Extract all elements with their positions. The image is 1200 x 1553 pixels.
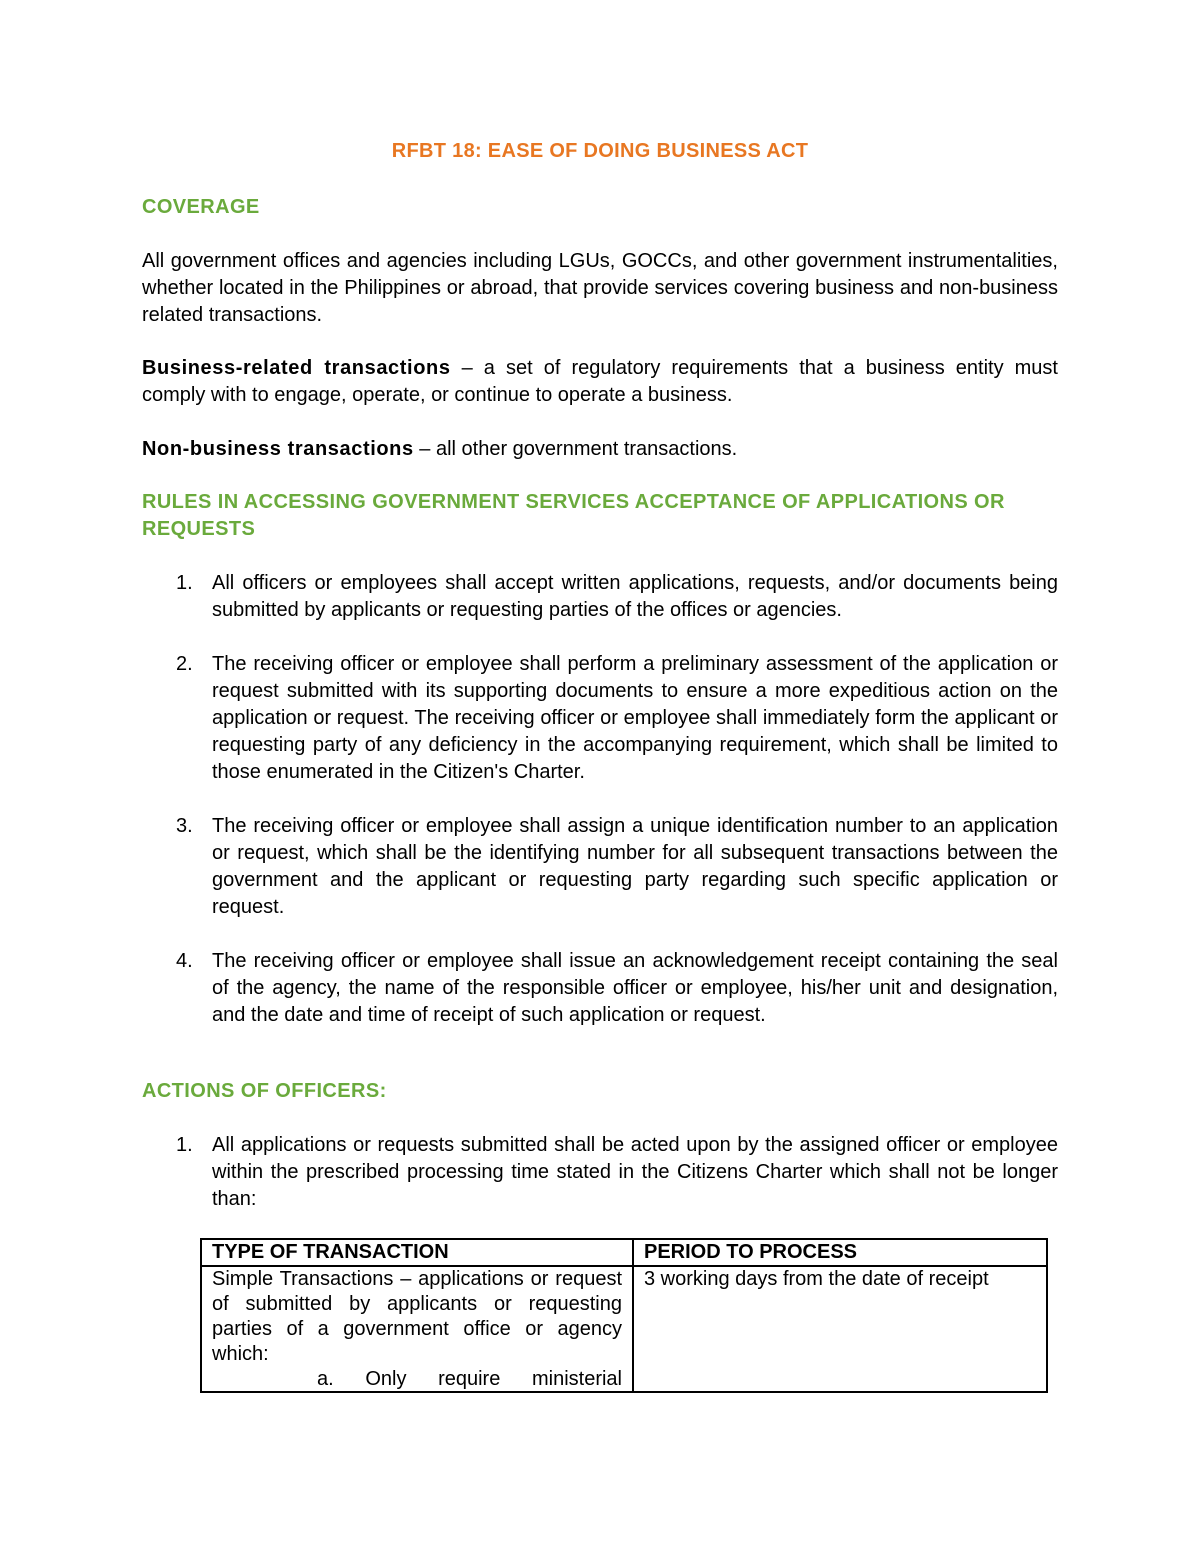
definition-non-business xyxy=(142,436,1058,463)
transaction-subitem: a. Only require ministerial xyxy=(317,1368,622,1390)
table-header-type: TYPE OF TRANSACTION xyxy=(201,1239,633,1266)
list-text: The receiving officer or employee shall assign a unique identification number to an application or request, which shall be the identifying number for all subsequent transactions between the government and the applicant or requesting party regarding such specific application or request. xyxy=(212,815,1058,918)
list-item xyxy=(142,948,1058,1029)
list-item xyxy=(142,1132,1058,1213)
transaction-description: Simple Transactions – applications or request of submitted by applicants or requesting parties of a government office or agency which: xyxy=(212,1268,622,1365)
table-header-period: PERIOD TO PROCESS xyxy=(633,1239,1047,1266)
rules-heading: RULES IN ACCESSING GOVERNMENT SERVICES ACCEPTANCE OF APPLICATIONS OR REQUESTS xyxy=(142,491,1005,540)
document-title: RFBT 18: EASE OF DOING BUSINESS ACT xyxy=(391,140,809,162)
actions-list xyxy=(142,1132,1058,1240)
definition-text: – a set of regulatory requirements that a business entity must comply with to engage, operate, or continue to operate a business. xyxy=(142,357,1058,406)
list-number: 1. xyxy=(176,1134,193,1156)
coverage-heading: COVERAGE xyxy=(142,196,260,218)
list-number: 1. xyxy=(176,572,193,594)
list-text: All applications or requests submitted shall be acted upon by the assigned officer or employee within the prescribed processing time stated in the Citizens Charter which shall not be longer than: xyxy=(212,1134,1058,1210)
table-row xyxy=(201,1266,1047,1392)
actions-heading: ACTIONS OF OFFICERS: xyxy=(142,1080,387,1102)
table-cell-type xyxy=(201,1266,633,1392)
list-number: 2. xyxy=(176,653,193,675)
list-item xyxy=(142,813,1058,921)
list-text: The receiving officer or employee shall issue an acknowledgement receipt containing the seal of the agency, the name of the responsible officer or employee, his/her unit and designation, and the date and time of receipt of such application or request. xyxy=(212,950,1058,1026)
processing-time-table xyxy=(200,1238,1048,1393)
rules-list xyxy=(142,570,1058,1056)
definition-business xyxy=(142,355,1058,409)
table-cell-period: 3 working days from the date of receipt xyxy=(633,1266,1047,1392)
list-item xyxy=(142,651,1058,786)
definition-term: Non-business transactions xyxy=(142,438,414,460)
cell-content xyxy=(212,1267,622,1391)
definition-text: – all other government transactions. xyxy=(413,438,738,460)
list-text: The receiving officer or employee shall perform a preliminary assessment of the application or request submitted with its supporting documents to ensure a more expeditious action on the application or request. The receiving officer or employee shall immediately form the applicant or requesting party of any deficiency in the accompanying requirement, which shall be limited to those enumerated in the Citizen's Charter. xyxy=(212,653,1058,783)
coverage-text: All government offices and agencies including LGUs, GOCCs, and other government instrumentalities, whether located in the Philippines or abroad, that provide services covering business and non-business related transactions. xyxy=(142,250,1058,326)
definition-term: Business-related transactions xyxy=(142,357,451,379)
table-header-row xyxy=(201,1239,1047,1266)
list-number: 3. xyxy=(176,815,193,837)
list-item xyxy=(142,570,1058,624)
list-text: All officers or employees shall accept written applications, requests, and/or documents being submitted by applicants or requesting parties of the offices or agencies. xyxy=(212,572,1058,621)
list-number: 4. xyxy=(176,950,193,972)
